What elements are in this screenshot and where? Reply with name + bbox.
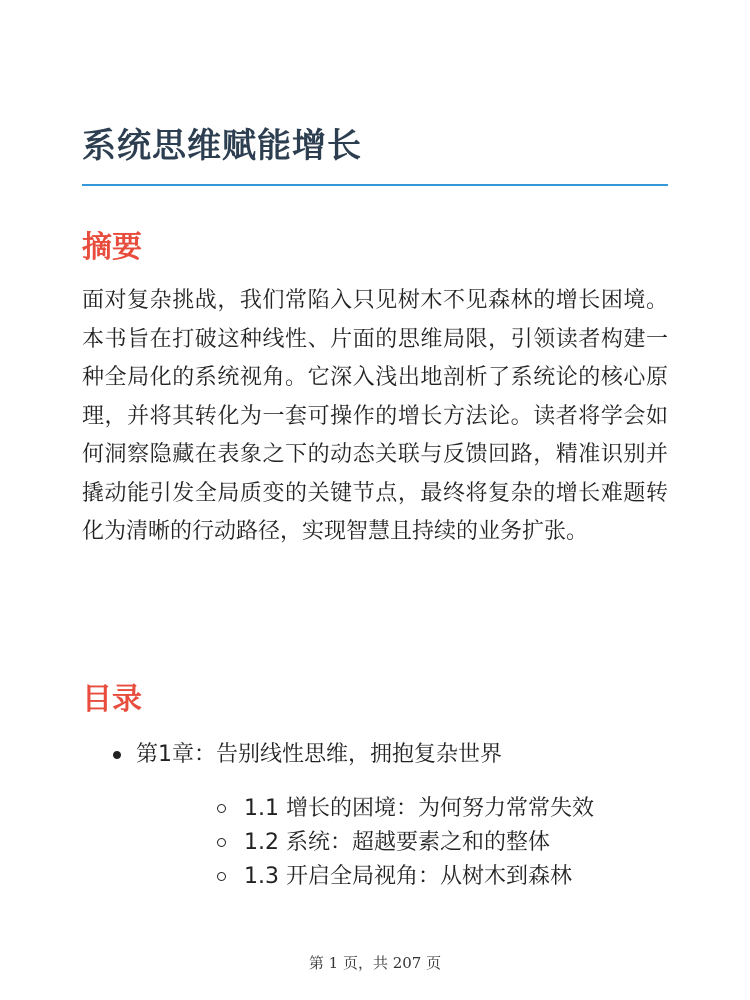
toc-section-label: 1.1 增长的困境：为何努力常常失效: [244, 796, 594, 821]
toc-section-label: 1.3 开启全局视角：从树木到森林: [244, 864, 572, 889]
bullet-circle-icon: [217, 804, 226, 813]
bullet-disc-icon: [113, 751, 121, 759]
abstract-heading: 摘要: [82, 230, 142, 265]
page-footer: 第 1 页，共 207 页: [308, 954, 442, 972]
toc-chapter-1: [82, 736, 668, 894]
toc-heading: 目录: [82, 682, 142, 717]
toc-section-list: [136, 792, 668, 894]
toc-section-1-2: [136, 826, 668, 860]
abstract-text: 面对复杂挑战，我们常陷入只见树木不见森林的增长困境。本书旨在打破这种线性、片面的思维局限，引领读者构建一种全局化的系统视角。它深入浅出地剖析了系统论的核心原理，并将其转化为一套可操作的增长方法论。读者将学会如何洞察隐藏在表象之下的动态关联与反馈回路，精准识别并撬动能引发全局质变的关键节点，最终将复杂的增长难题转化为清晰的行动路径，实现智慧且持续的业务扩张。: [82, 288, 668, 544]
toc-list: [82, 736, 668, 894]
toc-section-1-1: [136, 792, 668, 826]
toc-section-label: 1.2 系统：超越要素之和的整体: [244, 830, 550, 855]
document-title: 系统思维赋能增长: [82, 126, 362, 166]
bullet-circle-icon: [217, 838, 226, 847]
bullet-circle-icon: [217, 872, 226, 881]
toc-section-1-3: [136, 860, 668, 894]
title-divider: [82, 184, 668, 186]
toc-chapter-label: 第1章：告别线性思维，拥抱复杂世界: [136, 742, 502, 767]
